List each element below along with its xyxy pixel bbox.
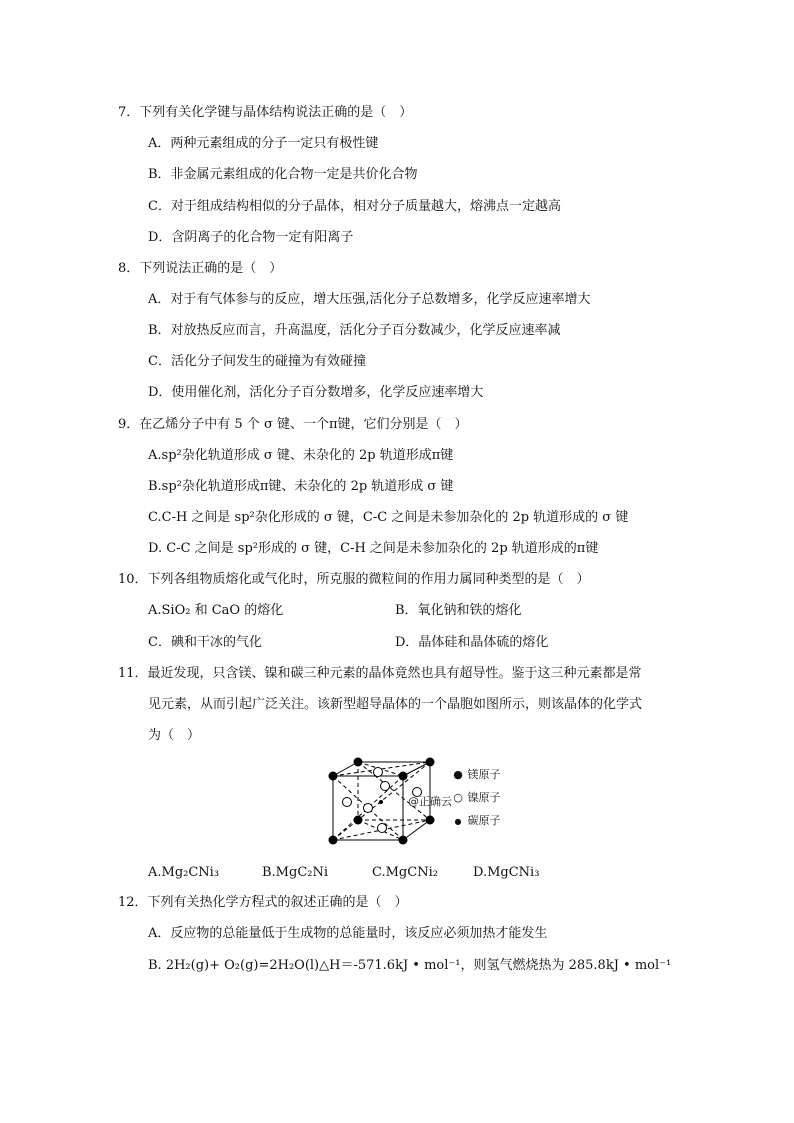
q8-stem: 8．下列说法正确的是（ ） xyxy=(118,261,283,276)
q11-option-d: D.MgCNi₃ xyxy=(473,865,540,880)
q12-option-a: A．反应物的总能量低于生成物的总能量时，该反应必须加热才能发生 xyxy=(148,926,548,941)
q8-option-d: D．使用催化剂，活化分子百分数增多，化学反应速率增大 xyxy=(148,385,484,400)
q8-option-a: A．对于有气体参与的反应，增大压强,活化分子总数增多，化学反应速率增大 xyxy=(148,292,591,307)
q10-option-a: A.SiO₂ 和 CaO 的熔化 xyxy=(148,603,284,618)
q10-option-c: C．碘和干冰的气化 xyxy=(148,635,262,650)
figure-watermark: @正确云 xyxy=(408,795,452,808)
dot-icon: ● xyxy=(454,817,462,826)
q11-stem-line3: 为（ ） xyxy=(148,728,201,743)
q10-option-d: D．晶体硅和晶体硫的熔化 xyxy=(395,635,549,650)
legend-item-c: ● 碳原子 xyxy=(452,814,501,829)
q7-option-c: C．对于组成结构相似的分子晶体，相对分子质量越大，熔沸点一定越高 xyxy=(148,199,561,214)
q8-option-b: B．对放热反应而言，升高温度，活化分子百分数减少，化学反应速率减 xyxy=(148,323,561,338)
q10-option-b: B．氧化钠和铁的熔化 xyxy=(395,603,522,618)
filled-circle-icon: ● xyxy=(453,768,463,781)
q9-option-c: C.C-H 之间是 sp²杂化形成的 σ 键，C-C 之间是未参加杂化的 2p 轨道形成的 σ 键 xyxy=(148,510,629,525)
legend-item-mg: ● 镁原子 xyxy=(453,768,501,781)
q7-stem: 7．下列有关化学键与晶体结构说法正确的是（ ） xyxy=(118,105,413,120)
q11-option-c: C.MgCNi₂ xyxy=(372,865,438,880)
open-circle-icon: ○ xyxy=(453,791,463,804)
q11-option-a: A.Mg₂CNi₃ xyxy=(148,865,220,880)
q11-option-b: B.MgC₂Ni xyxy=(262,865,329,880)
q12-option-b: B. 2H₂(g)+ O₂(g)=2H₂O(l)△H＝-571.6kJ • mol⁻¹，则氢气燃烧热为 285.8kJ • mol⁻¹ xyxy=(148,958,672,973)
q9-option-a: A.sp²杂化轨道形成 σ 键、未杂化的 2p 轨道形成π键 xyxy=(148,448,454,463)
legend-item-ni: ○ 镍原子 xyxy=(453,791,501,804)
q12-stem: 12．下列有关热化学方程式的叙述正确的是（ ） xyxy=(118,895,408,910)
q7-option-a: A．两种元素组成的分子一定只有极性键 xyxy=(148,136,379,151)
q8-option-c: C．活化分子间发生的碰撞为有效碰撞 xyxy=(148,354,366,369)
q11-stem-line2: 见元素，从而引起广泛关注。该新型超导晶体的一个晶胞如图所示，则该晶体的化学式 xyxy=(148,697,643,712)
q9-stem: 9．在乙烯分子中有 5 个 σ 键、一个π键，它们分别是（ ） xyxy=(118,417,468,432)
q11-stem-line1: 11．最近发现，只含镁、镍和碳三种元素的晶体竟然也具有超导性。鉴于这三种元素都是常 xyxy=(118,666,642,681)
q9-option-b: B.sp²杂化轨道形成π键、未杂化的 2p 轨道形成 σ 键 xyxy=(148,479,454,494)
q7-option-d: D．含阴离子的化合物一定有阳离子 xyxy=(148,230,354,245)
q7-option-b: B．非金属元素组成的化合物一定是共价化合物 xyxy=(148,167,418,182)
q10-stem: 10．下列各组物质熔化或气化时，所克服的微粒间的作用力属同种类型的是（ ） xyxy=(118,572,590,587)
q9-option-d: D. C-C 之间是 sp²形成的 σ 键，C-H 之间是未参加杂化的 2p 轨道形成的π键 xyxy=(148,541,599,556)
